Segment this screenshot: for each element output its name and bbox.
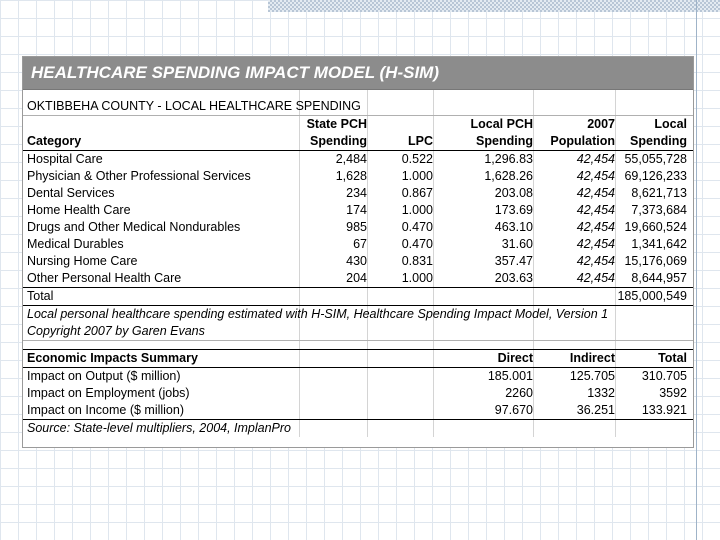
local-pch-cell: 203.08 bbox=[494, 186, 533, 200]
impact-label: Impact on Output ($ million) bbox=[27, 369, 181, 383]
lpc-cell: 0.470 bbox=[401, 237, 433, 251]
population-cell: 42,454 bbox=[576, 237, 615, 251]
lpc-cell: 1.000 bbox=[401, 169, 433, 183]
county-title-row bbox=[23, 98, 693, 116]
header-cell: LPC bbox=[408, 134, 433, 148]
header-cell: Spending bbox=[310, 134, 367, 148]
table-row bbox=[23, 253, 693, 270]
population-cell: 42,454 bbox=[576, 169, 615, 183]
header-cell: Local PCH bbox=[470, 117, 533, 131]
header-cell: 2007 bbox=[587, 117, 615, 131]
category-cell: Nursing Home Care bbox=[27, 254, 138, 268]
spacer-row bbox=[23, 90, 693, 98]
header-cell: Local bbox=[654, 117, 687, 131]
lpc-cell: 1.000 bbox=[401, 203, 433, 217]
local-spending-cell: 8,644,957 bbox=[631, 271, 687, 285]
category-cell: Medical Durables bbox=[27, 237, 124, 251]
lpc-cell: 0.522 bbox=[401, 152, 433, 166]
total-cell: 133.921 bbox=[641, 403, 687, 417]
header-cell: Spending bbox=[476, 134, 533, 148]
local-pch-cell: 357.47 bbox=[494, 254, 533, 268]
slide-top-decoration bbox=[268, 0, 720, 12]
header-cell: State PCH bbox=[306, 117, 367, 131]
page-title: HEALTHCARE SPENDING IMPACT MODEL (H-SIM) bbox=[23, 57, 693, 90]
category-cell: Physician & Other Professional Services bbox=[27, 169, 251, 183]
table-row bbox=[23, 151, 693, 168]
header-cell: Category bbox=[27, 134, 82, 148]
indirect-cell: 36.251 bbox=[576, 403, 615, 417]
lpc-cell: 1.000 bbox=[401, 271, 433, 285]
state-pch-cell: 234 bbox=[346, 186, 367, 200]
local-pch-cell: 463.10 bbox=[494, 220, 533, 234]
state-pch-cell: 2,484 bbox=[335, 152, 367, 166]
local-pch-cell: 173.69 bbox=[494, 203, 533, 217]
spacer-row bbox=[23, 341, 693, 349]
local-pch-cell: 31.60 bbox=[501, 237, 533, 251]
local-spending-cell: 55,055,728 bbox=[624, 152, 687, 166]
header-cell: Spending bbox=[630, 134, 687, 148]
table-row bbox=[23, 168, 693, 185]
header-row bbox=[23, 133, 693, 151]
slide-right-rule bbox=[696, 0, 697, 540]
local-spending-cell: 8,621,713 bbox=[631, 186, 687, 200]
table-row bbox=[23, 236, 693, 253]
lpc-cell: 0.470 bbox=[401, 220, 433, 234]
total-cell: 3592 bbox=[659, 386, 687, 400]
source-note: Source: State-level multipliers, 2004, ImplanPro bbox=[27, 421, 292, 435]
indirect-cell: 125.705 bbox=[569, 369, 615, 383]
header-cell: Indirect bbox=[569, 351, 615, 365]
local-pch-cell: 1,296.83 bbox=[484, 152, 533, 166]
header-cell: Total bbox=[658, 351, 687, 365]
lpc-cell: 0.831 bbox=[401, 254, 433, 268]
direct-cell: 97.670 bbox=[494, 403, 533, 417]
state-pch-cell: 204 bbox=[346, 271, 367, 285]
impact-row bbox=[23, 385, 693, 402]
category-cell: Dental Services bbox=[27, 186, 115, 200]
state-pch-cell: 985 bbox=[346, 220, 367, 234]
source-row bbox=[23, 420, 693, 437]
table-row bbox=[23, 185, 693, 202]
total-cell: 310.705 bbox=[641, 369, 687, 383]
local-pch-cell: 1,628.26 bbox=[484, 169, 533, 183]
total-value: 185,000,549 bbox=[617, 289, 687, 303]
impact-label: Impact on Income ($ million) bbox=[27, 403, 185, 417]
category-cell: Home Health Care bbox=[27, 203, 131, 217]
direct-cell: 185.001 bbox=[487, 369, 533, 383]
population-cell: 42,454 bbox=[576, 203, 615, 217]
header-cell: Direct bbox=[497, 351, 533, 365]
category-cell: Other Personal Health Care bbox=[27, 271, 182, 285]
spreadsheet-table bbox=[22, 56, 694, 448]
total-row bbox=[23, 288, 693, 306]
indirect-cell: 1332 bbox=[587, 386, 615, 400]
local-spending-cell: 7,373,684 bbox=[631, 203, 687, 217]
category-cell: Drugs and Other Medical Nondurables bbox=[27, 220, 241, 234]
lpc-cell: 0.867 bbox=[401, 186, 433, 200]
population-cell: 42,454 bbox=[576, 186, 615, 200]
local-spending-cell: 69,126,233 bbox=[624, 169, 687, 183]
header-cell: Population bbox=[550, 134, 615, 148]
model-note: Local personal healthcare spending estimated with H-SIM, Healthcare Spending Impact Model, Version 1 bbox=[27, 307, 609, 321]
table-row bbox=[23, 219, 693, 236]
impact-row bbox=[23, 402, 693, 420]
state-pch-cell: 1,628 bbox=[335, 169, 367, 183]
population-cell: 42,454 bbox=[576, 220, 615, 234]
local-pch-cell: 203.63 bbox=[494, 271, 533, 285]
note-row bbox=[23, 323, 693, 341]
total-label: Total bbox=[27, 289, 54, 303]
state-pch-cell: 174 bbox=[346, 203, 367, 217]
state-pch-cell: 430 bbox=[346, 254, 367, 268]
impacts-title: Economic Impacts Summary bbox=[27, 351, 198, 365]
state-pch-cell: 67 bbox=[353, 237, 367, 251]
population-cell: 42,454 bbox=[576, 152, 615, 166]
header-row bbox=[23, 116, 693, 133]
table-row bbox=[23, 270, 693, 288]
table-row bbox=[23, 202, 693, 219]
direct-cell: 2260 bbox=[505, 386, 533, 400]
local-spending-cell: 1,341,642 bbox=[631, 237, 687, 251]
note-row bbox=[23, 306, 693, 323]
impact-row bbox=[23, 368, 693, 385]
county-title: OKTIBBEHA COUNTY - LOCAL HEALTHCARE SPENDING bbox=[27, 99, 361, 113]
local-spending-cell: 15,176,069 bbox=[624, 254, 687, 268]
copyright-note: Copyright 2007 by Garen Evans bbox=[27, 324, 205, 338]
population-cell: 42,454 bbox=[576, 254, 615, 268]
impact-label: Impact on Employment (jobs) bbox=[27, 386, 190, 400]
local-spending-cell: 19,660,524 bbox=[624, 220, 687, 234]
impacts-header-row bbox=[23, 349, 693, 368]
population-cell: 42,454 bbox=[576, 271, 615, 285]
category-cell: Hospital Care bbox=[27, 152, 103, 166]
